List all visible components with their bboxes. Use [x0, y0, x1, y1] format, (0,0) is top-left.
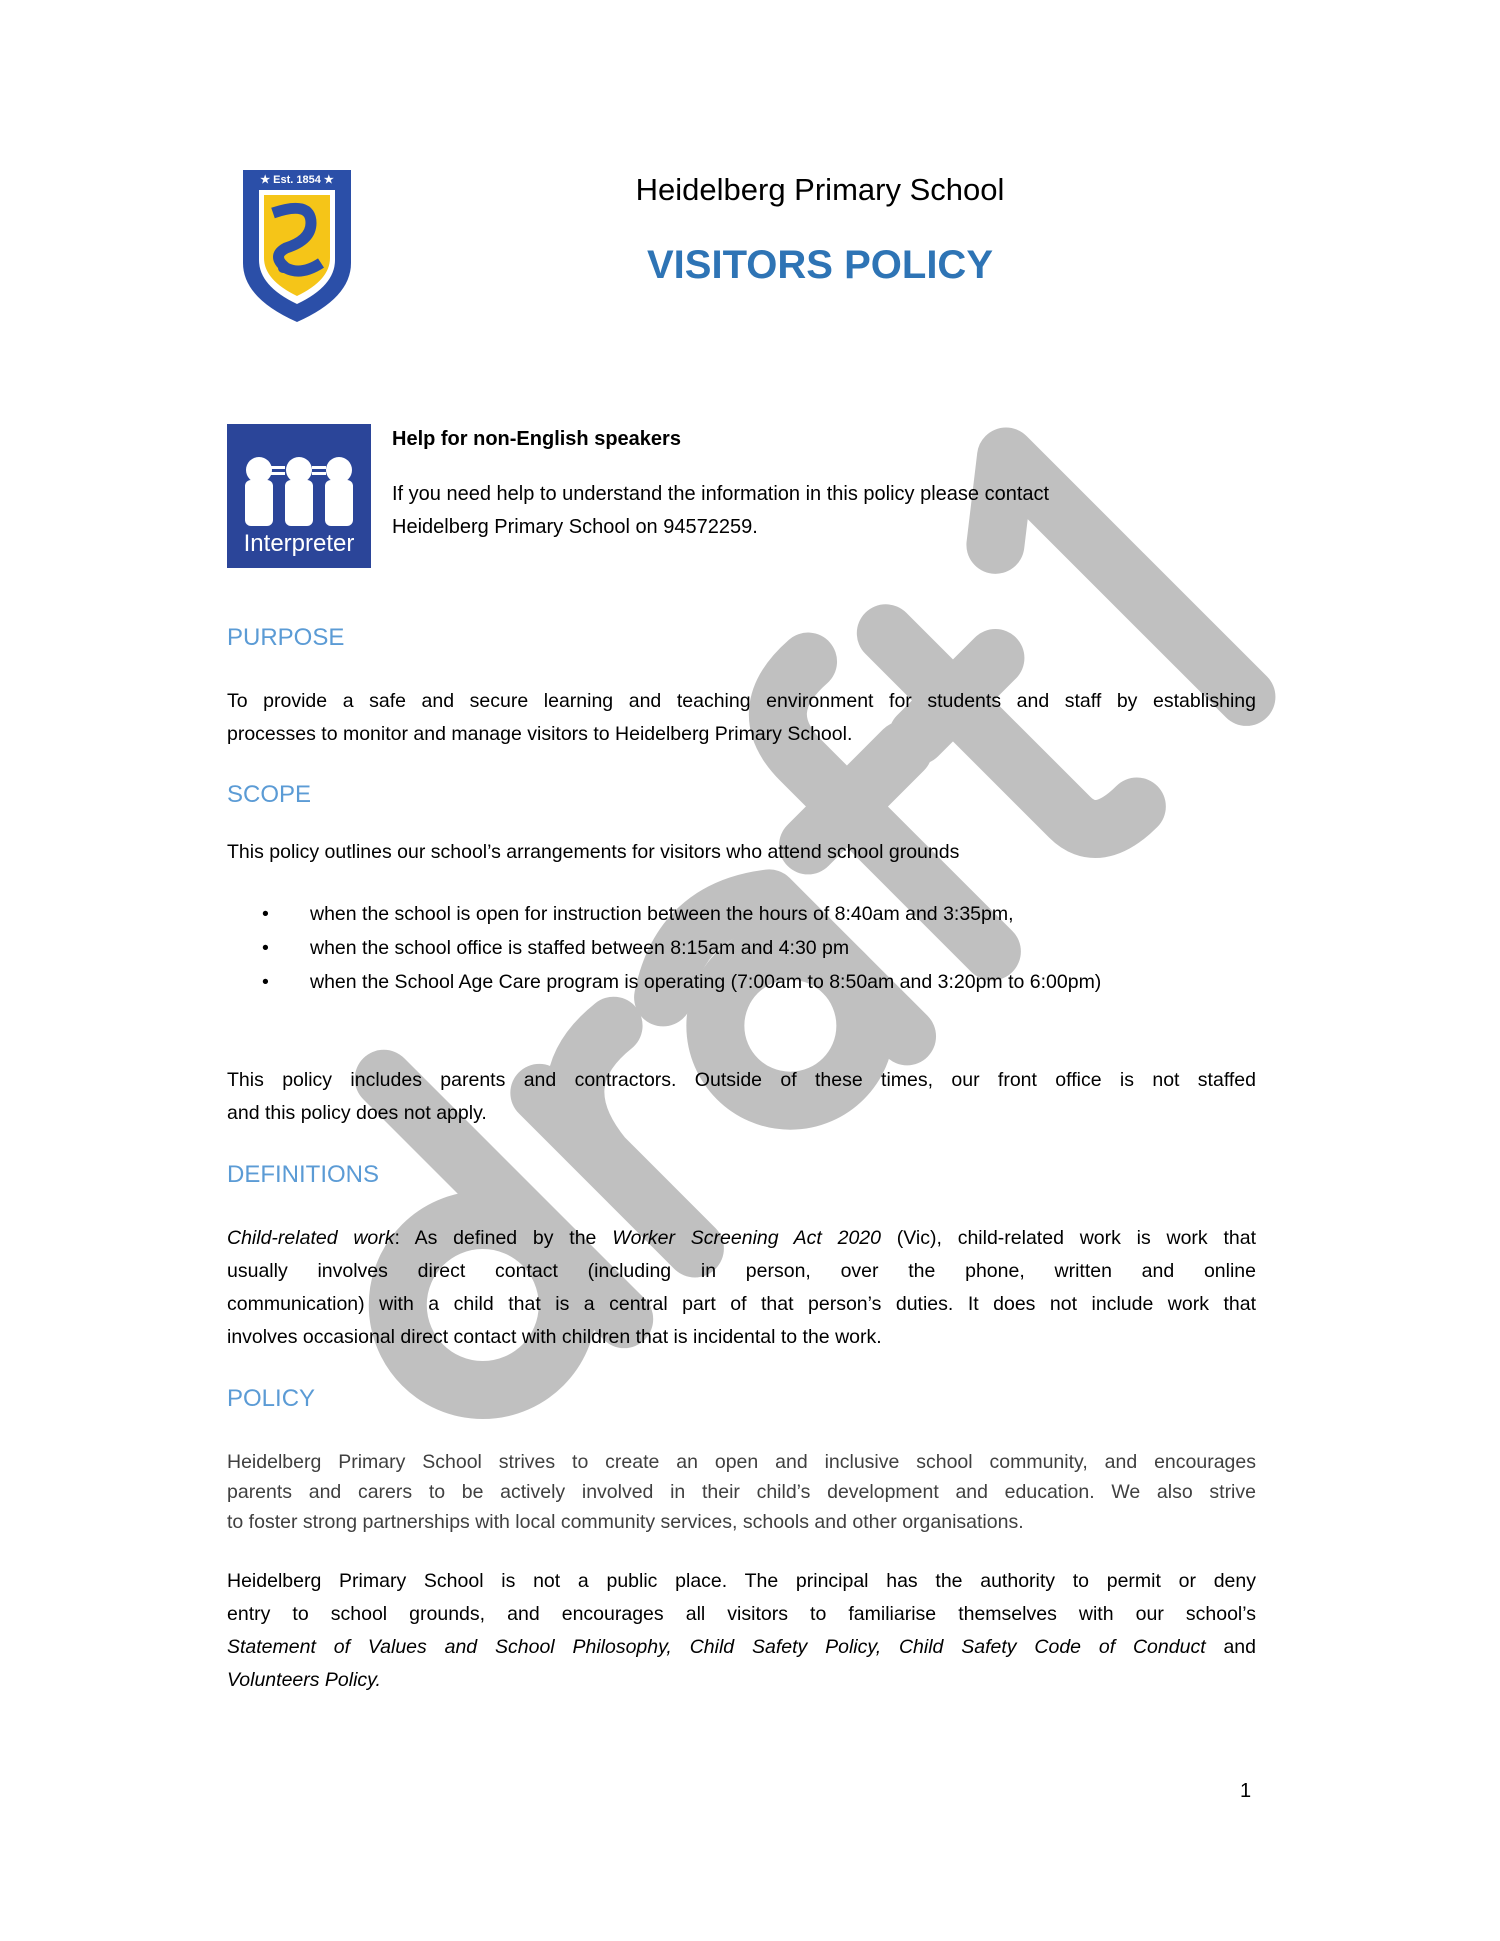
text-segment: : As defined by the — [394, 1227, 613, 1249]
list-item — [262, 971, 1101, 994]
text-segment: To provide a safe and secure learning and teaching environment for students and staff by establishing — [227, 690, 1256, 712]
svg-text:★ Est. 1854 ★: ★ Est. 1854 ★ — [260, 174, 334, 186]
text-line — [227, 1507, 1256, 1537]
school-name: Heidelberg Primary School — [635, 172, 1005, 207]
italic-text: Child-related work — [227, 1227, 395, 1249]
text-line — [227, 1064, 1256, 1097]
text-segment: Heidelberg Primary School strives to create an open and inclusive school community, and encourages — [227, 1451, 1256, 1473]
bullet-icon: • — [262, 937, 269, 959]
bullet-icon: • — [262, 971, 269, 993]
text-segment: Heidelberg Primary School is not a public place. The principal has the authority to permit or deny — [227, 1570, 1256, 1592]
text-line — [227, 718, 1256, 751]
purpose-text — [227, 685, 1256, 751]
definitions-heading: DEFINITIONS — [227, 1161, 380, 1188]
text-segment: (Vic), child-related work is work that — [881, 1227, 1256, 1249]
italic-text: Statement of Values and School Philosophy, Child Safety Policy, Child Safety Code of Conduct — [227, 1636, 1206, 1658]
text-line — [227, 1288, 1256, 1321]
help-line: If you need help to understand the information in this policy please contact — [392, 483, 1050, 505]
italic-text: Volunteers Policy. — [227, 1669, 381, 1691]
text-segment: processes to monitor and manage visitors to Heidelberg Primary School. — [227, 723, 853, 745]
text-segment: parents and carers to be actively involved in their child’s development and education. We also strive — [227, 1481, 1256, 1503]
text-line — [227, 1255, 1256, 1288]
text-line — [227, 1598, 1256, 1631]
watermark-letter-r — [539, 1022, 765, 1248]
page-number: 1 — [1240, 1780, 1252, 1802]
scope-heading: SCOPE — [227, 781, 312, 808]
scope-text — [227, 1064, 1256, 1130]
help-line: Heidelberg Primary School on 94572259. — [392, 516, 758, 538]
policy-paragraph-1 — [227, 1447, 1256, 1537]
interpreter-icon — [227, 424, 371, 568]
policy-title: VISITORS POLICY — [647, 243, 993, 287]
purpose-heading: PURPOSE — [227, 624, 345, 651]
text-line — [227, 1447, 1256, 1477]
text-segment: and this policy does not apply. — [227, 1102, 487, 1124]
policy-paragraph-2 — [227, 1565, 1256, 1697]
interpreter-label: Interpreter — [243, 530, 355, 557]
text-segment: involves occasional direct contact with children that is incidental to the work. — [227, 1326, 882, 1348]
text-segment: to foster strong partnerships with local community services, schools and other organisations. — [227, 1511, 1024, 1533]
text-line — [227, 1477, 1256, 1507]
scope-intro: This policy outlines our school’s arrangements for visitors who attend school grounds — [227, 841, 960, 863]
policy-heading: POLICY — [227, 1385, 316, 1412]
school-crest-logo — [241, 168, 353, 324]
definitions-text — [227, 1222, 1256, 1354]
text-line — [227, 1321, 1256, 1354]
text-segment: usually involves direct contact (including in person, over the phone, written and online — [227, 1260, 1256, 1282]
text-line — [227, 1097, 1256, 1130]
text-segment: and — [1205, 1636, 1256, 1658]
text-line — [227, 1631, 1256, 1664]
list-item — [262, 937, 849, 960]
text-segment: This policy includes parents and contractors. Outside of these times, our front office is not staffed — [227, 1069, 1256, 1091]
help-text — [392, 478, 1049, 544]
italic-text: Worker Screening Act 2020 — [612, 1227, 881, 1249]
text-line — [227, 1222, 1256, 1255]
bullet-icon: • — [262, 903, 269, 925]
list-item-text: when the School Age Care program is operating (7:00am to 8:50am and 3:20pm to 6:00pm) — [310, 971, 1102, 993]
text-segment: entry to school grounds, and encourages all visitors to familiarise themselves with our school’s — [227, 1603, 1256, 1625]
text-line — [227, 1565, 1256, 1598]
help-heading: Help for non-English speakers — [392, 428, 681, 450]
text-line — [227, 1664, 1256, 1697]
list-item — [262, 903, 1014, 926]
list-item-text: when the school office is staffed between 8:15am and 4:30 pm — [310, 937, 850, 959]
text-line — [227, 685, 1256, 718]
list-item-text: when the school is open for instruction between the hours of 8:40am and 3:35pm, — [310, 903, 1014, 925]
text-segment: communication) with a child that is a central part of that person’s duties. It does not include work that — [227, 1293, 1256, 1315]
